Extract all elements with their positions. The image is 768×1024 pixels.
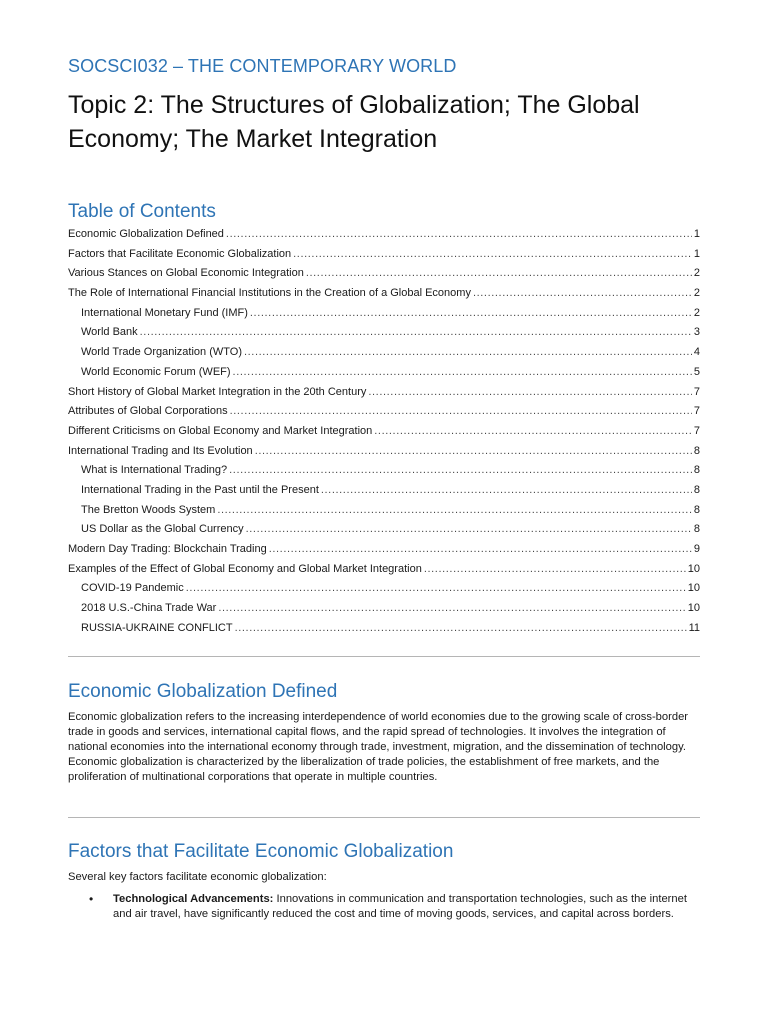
toc-dot-leader	[218, 602, 685, 614]
toc-entry-page-number: 7	[693, 405, 700, 418]
bullet-icon: •	[89, 892, 94, 906]
toc-dot-leader	[217, 504, 692, 516]
toc-entry-label: The Bretton Woods System	[81, 503, 216, 516]
course-title: SOCSCI032 – THE CONTEMPORARY WORLD	[68, 56, 457, 76]
toc-entry-page-number: 2	[693, 306, 700, 319]
economic-globalization-paragraph: Economic globalization refers to the increasing interdependence of world economies due to the growing scale of cross-border trade in goods and services, international capital flows, and the rapid spread of technologies. It involves the integration of national economies into the international economy through trade, investment, migration, and the dissemination of technology. Economic globalization is characterized by the liberalization of trade policies, the establishment of free markets, and the proliferation of multinational corporations that operate in multiple countries.	[68, 711, 689, 783]
toc-entry[interactable]	[68, 228, 700, 248]
bullet-text: Innovations in communication and transportation technologies, such as the internet and air travel, have significantly reduced the cost and time of moving goods, services, and capital across borders.	[113, 893, 687, 920]
topic-title: Topic 2: The Structures of Globalization; The Global Economy; The Market Integration	[68, 91, 640, 153]
toc-dot-leader	[233, 366, 692, 378]
toc-dot-leader	[424, 563, 686, 575]
toc-entry-page-number: 7	[693, 385, 700, 398]
toc-entry-label: World Bank	[81, 326, 138, 339]
toc-entry-label: RUSSIA-UKRAINE CONFLICT	[81, 621, 233, 634]
toc-entry-page-number: 8	[693, 503, 700, 516]
bullet-term: Technological Advancements:	[113, 893, 274, 905]
toc-entry-label: Different Criticisms on Global Economy and Market Integration	[68, 424, 373, 437]
toc-entry-page-number: 4	[693, 346, 700, 359]
toc-entry-label: Various Stances on Global Economic Integration	[68, 267, 304, 280]
toc-dot-leader	[244, 346, 692, 358]
toc-entry-page-number: 8	[693, 483, 700, 496]
toc-entry[interactable]	[68, 405, 700, 425]
toc-entry-page-number: 8	[693, 444, 700, 457]
toc-entry[interactable]	[68, 582, 700, 602]
toc-entry-page-number: 9	[693, 543, 700, 555]
toc-entry-label: International Trading in the Past until the Present	[81, 483, 319, 496]
toc-entry[interactable]	[68, 307, 700, 327]
toc-entry[interactable]	[68, 326, 700, 346]
toc-entry-label: Factors that Facilitate Economic Globalization	[68, 247, 292, 260]
toc-dot-leader	[230, 405, 692, 417]
toc-entry-label: COVID-19 Pandemic	[81, 582, 184, 595]
toc-entry[interactable]	[68, 602, 700, 622]
toc-entry[interactable]	[68, 484, 700, 504]
toc-entry-page-number: 3	[693, 326, 700, 339]
toc-entry-label: International Trading and Its Evolution	[68, 444, 253, 457]
toc-entry-page-number: 11	[688, 621, 700, 634]
factors-bullet-list	[68, 892, 700, 922]
toc-dot-leader	[186, 582, 686, 594]
toc-entry[interactable]	[68, 386, 700, 406]
toc-dot-leader	[235, 622, 687, 634]
toc-entry-page-number: 10	[687, 562, 700, 575]
toc-dot-leader	[368, 386, 692, 398]
toc-entry-label: Modern Day Trading: Blockchain Trading	[68, 543, 267, 555]
toc-entry-page-number: 8	[693, 464, 700, 477]
section-heading-factors: Factors that Facilitate Economic Globalization	[68, 841, 454, 862]
toc-entry[interactable]	[68, 504, 700, 524]
toc-dot-leader	[473, 287, 692, 299]
toc-entry-page-number: 10	[687, 602, 700, 615]
toc-entry-label: The Role of International Financial Institutions in the Creation of a Global Economy	[68, 287, 471, 300]
toc-dot-leader	[250, 307, 692, 319]
toc-dot-leader	[306, 267, 692, 279]
toc-entry-label: Examples of the Effect of Global Economy and Global Market Integration	[68, 562, 422, 575]
toc-dot-leader	[246, 523, 692, 535]
toc-entry[interactable]	[68, 425, 700, 445]
toc-entry[interactable]	[68, 445, 700, 465]
toc-entry[interactable]	[68, 346, 700, 366]
section-heading-economic-globalization: Economic Globalization Defined	[68, 681, 338, 702]
toc-entry[interactable]	[68, 464, 700, 484]
toc-dot-leader	[229, 464, 692, 476]
toc-entry-label: Short History of Global Market Integration in the 20th Century	[68, 385, 367, 398]
table-of-contents	[68, 228, 700, 641]
section-divider	[68, 656, 700, 657]
toc-entry[interactable]	[68, 563, 700, 583]
toc-dot-leader	[140, 326, 692, 338]
toc-entry-page-number: 5	[693, 365, 700, 378]
toc-entry-page-number: 2	[693, 287, 700, 300]
toc-dot-leader	[269, 543, 692, 555]
toc-entry[interactable]	[68, 248, 700, 268]
toc-dot-leader	[255, 445, 692, 457]
toc-entry-label: Attributes of Global Corporations	[68, 405, 228, 418]
toc-entry[interactable]	[68, 523, 700, 543]
toc-dot-leader	[374, 425, 692, 437]
toc-entry[interactable]	[68, 622, 700, 642]
toc-entry-page-number: 2	[693, 267, 700, 280]
toc-entry-page-number: 1	[693, 228, 700, 240]
toc-entry-label: What is International Trading?	[81, 464, 228, 477]
section-divider	[68, 817, 700, 818]
toc-dot-leader	[226, 228, 692, 240]
toc-entry-page-number: 7	[693, 424, 700, 437]
toc-entry-label: International Monetary Fund (IMF)	[81, 306, 248, 319]
toc-entry-label: Economic Globalization Defined	[68, 228, 224, 240]
toc-entry-label: US Dollar as the Global Currency	[81, 523, 244, 536]
toc-entry[interactable]	[68, 267, 700, 287]
list-item	[68, 892, 700, 922]
toc-entry-page-number: 1	[693, 247, 700, 260]
toc-entry[interactable]	[68, 287, 700, 307]
factors-intro-paragraph: Several key factors facilitate economic globalization:	[68, 871, 327, 883]
toc-dot-leader	[321, 484, 692, 496]
toc-entry[interactable]	[68, 366, 700, 386]
toc-entry[interactable]	[68, 543, 700, 563]
toc-entry-page-number: 10	[687, 582, 700, 595]
toc-entry-label: World Trade Organization (WTO)	[81, 346, 242, 359]
toc-entry-page-number: 8	[693, 523, 700, 536]
toc-entry-label: World Economic Forum (WEF)	[81, 365, 231, 378]
toc-entry-label: 2018 U.S.-China Trade War	[81, 602, 217, 615]
toc-dot-leader	[293, 248, 692, 260]
toc-heading: Table of Contents	[68, 201, 216, 222]
